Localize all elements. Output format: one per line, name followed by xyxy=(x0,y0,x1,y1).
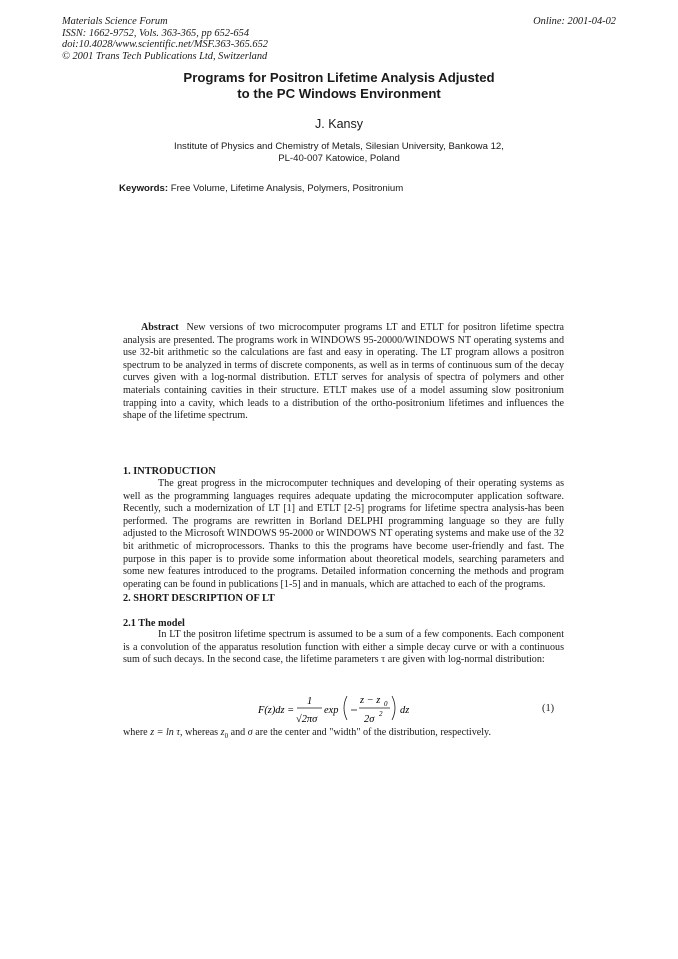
keywords xyxy=(119,183,403,194)
keywords-label: Keywords: xyxy=(119,183,169,194)
equation-explanation xyxy=(123,727,491,740)
equation-numerator: 1 xyxy=(307,696,313,707)
exp-denominator: 2σ xyxy=(364,714,375,725)
where-rest: are the center and "width" of the distribution, respectively. xyxy=(255,727,491,738)
title-line-1: Programs for Positron Lifetime Analysis Adjusted xyxy=(183,70,495,85)
where-and: and xyxy=(230,727,246,738)
where-whereas: , whereas xyxy=(179,727,219,738)
abstract xyxy=(123,322,564,423)
online-date: Online: 2001-04-02 xyxy=(533,16,616,27)
where-z0: z xyxy=(220,727,225,738)
journal-issn: ISSN: 1662-9752, Vols. 363-365, pp 652-654 xyxy=(62,27,250,39)
journal-doi[interactable]: doi:10.4028/www.scientific.net/MSF.363-365.652 xyxy=(62,39,268,51)
where-z0-subscript: 0 xyxy=(224,732,229,741)
equation-exp: exp xyxy=(324,705,339,716)
exp-numerator-subscript: 0 xyxy=(384,700,388,708)
equation-tail: dz xyxy=(400,705,410,716)
introduction-paragraph: The great progress in the microcomputer techniques and developing of their operating systems as well as the programming languages requires adequate updating the microcomputer application software. Recently, such a modernization of LT [1] and ETLT [2-5] programs for lifetime spectra analysis-has been performed. The programs are rewritten in Borland DELPHI programming language so they are fully adjusted to the Microsoft WINDOWS 95-2000 or WINDOWS NT operating systems and make use of the 32 bit arithmetic of microprocessors. Thanks to this the programs have become user-friendly and fast. The purpose in this paper is to provide some information about theoretical models, searching parameters and some new features introduced to the programs. Detailed information concerning the methods and program operating can be found in publications [1-5] and in manuals, which are attached to each of the programs. xyxy=(123,478,564,590)
paper-title xyxy=(0,70,678,102)
affiliation xyxy=(0,141,678,165)
model-paragraph: In LT the positron lifetime spectrum is assumed to be a sum of a few components. Each component is a convolution of the apparatus resolution function with either a simple decay curve or with a continuous sum of such decays. In the second case, the lifetime parameters τ are given with log-normal distribution: xyxy=(123,629,564,666)
equation-lhs: F(z)dz = xyxy=(258,705,295,716)
affiliation-line-2: PL-40-007 Katowice, Poland xyxy=(278,153,400,164)
equation-1 xyxy=(0,690,678,730)
equation-number: (1) xyxy=(542,703,555,714)
exp-denominator-superscript: 2 xyxy=(379,710,383,718)
author: J. Kansy xyxy=(315,117,363,131)
where-z-definition: z = ln τ xyxy=(150,727,180,738)
journal-copyright: © 2001 Trans Tech Publications Ltd, Switzerland xyxy=(62,50,268,62)
abstract-label: Abstract xyxy=(141,322,179,333)
affiliation-line-1: Institute of Physics and Chemistry of Metals, Silesian University, Bankowa 12, xyxy=(174,141,504,152)
subsection-heading-model: 2.1 The model xyxy=(123,618,185,629)
left-paren xyxy=(344,696,347,720)
where-sigma: σ xyxy=(247,727,253,738)
section-heading-introduction: 1. INTRODUCTION xyxy=(123,466,216,477)
exp-numerator: z − z xyxy=(360,695,381,706)
model-body xyxy=(123,629,564,667)
journal-name: Materials Science Forum xyxy=(62,16,168,27)
right-paren xyxy=(392,696,395,720)
journal-info xyxy=(62,16,402,62)
where-word: where xyxy=(123,727,148,738)
introduction-body xyxy=(123,478,564,591)
section-heading-short-description: 2. SHORT DESCRIPTION OF LT xyxy=(123,593,275,604)
keywords-text: Free Volume, Lifetime Analysis, Polymers, Positronium xyxy=(170,183,404,194)
equation-denominator: √2πσ xyxy=(296,714,318,725)
title-line-2: to the PC Windows Environment xyxy=(237,86,441,101)
abstract-text: New versions of two microcomputer programs LT and ETLT for positron lifetime spectra analysis are presented. The programs work in WINDOWS 95-20000/WINDOWS NT operating systems and use 32-bit arithmetic so the calculations are fast and easy in operating. The LT program allows a positron spectrum to be analyzed in terms of discrete components, as well as in terms of continuous sum of the decay curves given with a log-normal distribution. ETLT serves for analysis of spectra of polymers and other materials containing cavities in their structure. ETLT makes use of a model assuming slow positronium trapping into a cavity, which leads to a distribution of the ortho-positronium lifetimes and influences the shape of the lifetime spectrum. xyxy=(123,322,564,422)
